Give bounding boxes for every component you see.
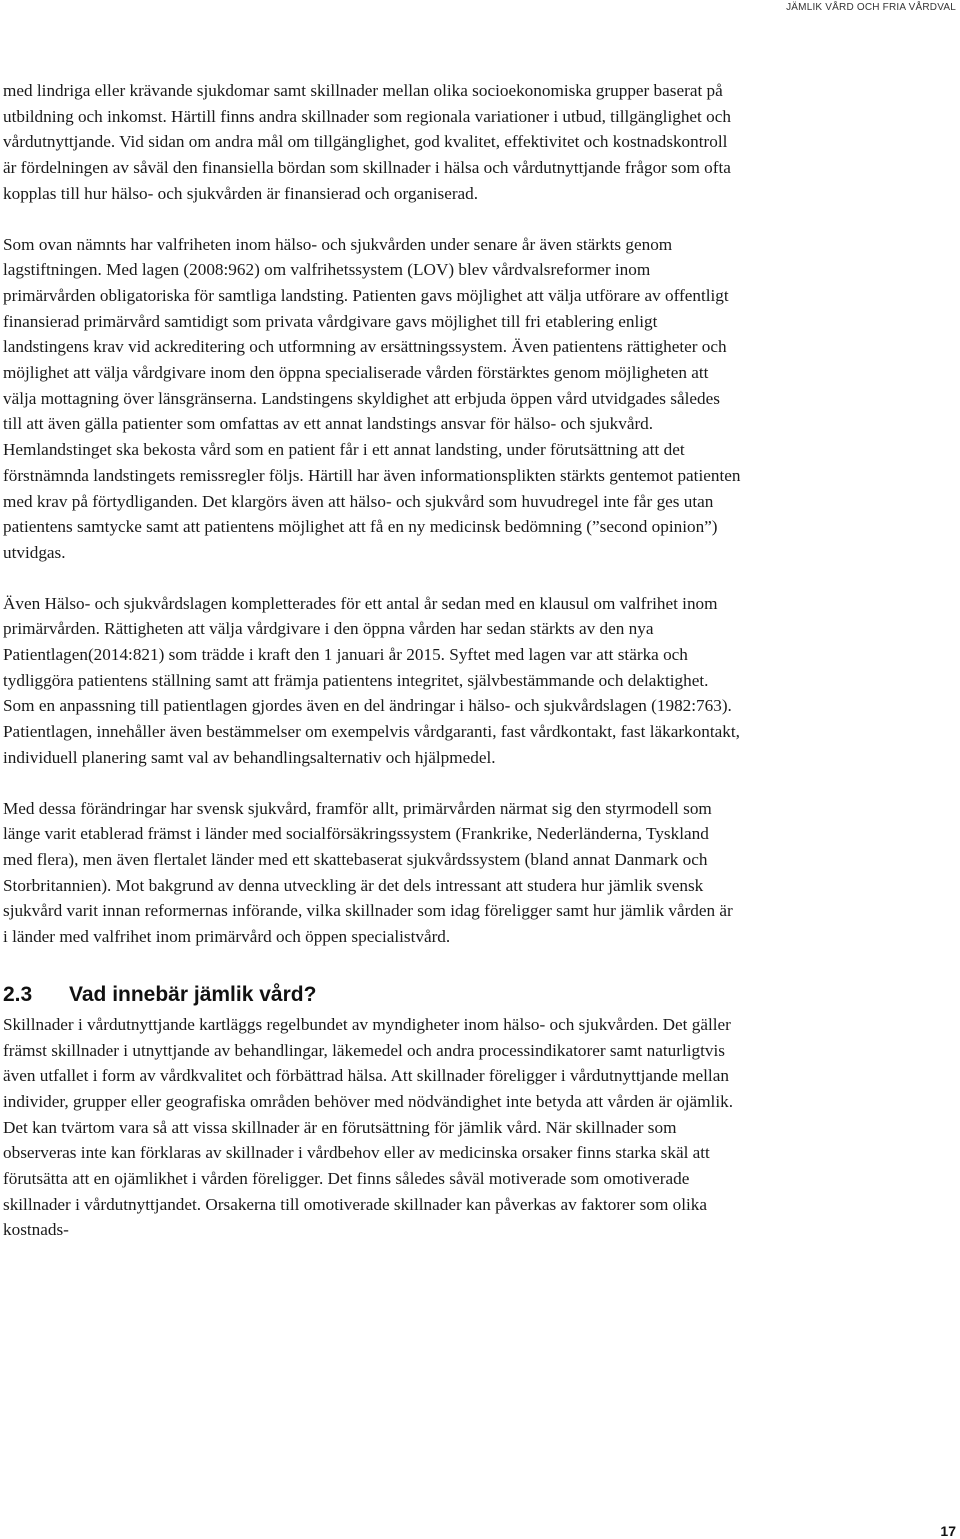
body-paragraph-1: med lindriga eller krävande sjukdomar samt skillnader mellan olika socioekonomiska grupper baserat på utbildning och inkomst. Härtill finns andra skillnader som regionala variationer i utbud, tillgänglighet och vårdutnyttjande. Vid sidan om andra mål om tillgänglighet, god kvalitet, effektivitet och kostnadskontroll är fördelningen av såväl den finansiella bördan som skillnader i hälsa och vårdutnyttjande frågor som ofta kopplas till hur hälso- och sjukvården är finansierad och organiserad. bbox=[3, 81, 731, 203]
body-paragraph-3: Även Hälso- och sjukvårdslagen kompletterades för ett antal år sedan med en klausul om valfrihet inom primärvården. Rättigheten att välja vårdgivare i den öppna vården har sedan stärkts av den nya Patientlagen(2014:821) som trädde i kraft den 1 januari år 2015. Syftet med lagen var att stärka och tydliggöra patientens ställning samt att främja patientens integritet, självbestämmande och delaktighet. Som en anpassning till patientlagen gjordes även en del ändringar i hälso- och sjukvårdslagen (1982:763). Patientlagen, innehåller även bestämmelser om exempelvis vårdgaranti, fast vårdkontakt, fast läkarkontakt, individuell planering samt val av behandlingsalternativ och hjälpmedel. bbox=[3, 593, 740, 767]
section-paragraph-1: Skillnader i vårdutnyttjande kartläggs regelbundet av myndigheter inom hälso- och sjukvården. Det gäller främst skillnader i utnyttjande av behandlingar, läkemedel och andra processindikatorer samt naturligtvis även utfallet i form av vårdkvalitet och förbättrad hälsa. Att skillnader föreligger i vårdutnyttjande mellan individer, grupper eller geografiska områden behöver med nödvändighet inte betyda att vården är ojämlik. Det kan tvärtom vara så att vissa skillnader är en förutsättning för jämlik vård. När skillnader som observeras inte kan förklaras av skillnader i vårdbehov eller av medicinska orsaker finns starka skäl att förutsätta att en ojämlikhet i vården föreligger. Det finns således såväl motiverade som omotiverade skillnader i vårdutnyttjandet. Orsakerna till omotiverade skillnader kan påverkas av faktorer som olika kostnads- bbox=[3, 1014, 733, 1240]
body-paragraph-4: Med dessa förändringar har svensk sjukvård, framför allt, primärvården närmat sig den styrmodell som länge varit etablerad främst i länder med socialförsäkringssystem (Frankrike, Nederländerna, Tyskland med flera), men även flertalet länder med ett skattebaserat sjukvårdssystem (bland annat Danmark och Storbritannien). Mot bakgrund av denna utveckling är det dels intressant att studera hur jämlik svensk sjukvård varit innan reformernas införande, vilka skillnader som idag föreligger samt hur jämlik vården är i länder med valfrihet inom primärvård och öppen specialistvård. bbox=[3, 798, 733, 947]
section-heading bbox=[3, 982, 741, 1008]
body-paragraph-2: Som ovan nämnts har valfriheten inom hälso- och sjukvården under senare år även stärkts genom lagstiftningen. Med lagen (2008:962) om valfrihetssystem (LOV) blev vårdvalsreformer inom primärvården obligatoriska för samtliga landsting. Patienten gavs möjlighet att välja utförare av offentligt finansierad primärvård samtidigt som privata vårdgivare gavs möjlighet till fri etablering enligt landstingens krav vid ackreditering och utformning av ersättningssystem. Även patientens rättigheter och möjlighet att välja vårdgivare inom den öppna specialiserade vården förstärktes genom möjligheten att välja mottagning över länsgränserna. Landstingens skyldighet att erbjuda öppen vård utvidgades således till att även gälla patienter som omfattas av ett annat landstings ansvar för hälso- och sjukvård. Hemlandstinget ska bekosta vård som en patient får i ett annat landsting, under förutsättning att det förstnämnda landstingets remissregler följs. Härtill har även informationsplikten stärkts gentemot patienten med krav på förtydliganden. Det klargörs även att hälso- och sjukvård som huvudregel inte får ges utan patientens samtycke samt att patientens möjlighet att få en ny medicinsk bedömning (”second opinion”) utvidgas. bbox=[3, 234, 741, 562]
page-number: 17 bbox=[940, 1523, 956, 1539]
section-title: Vad innebär jämlik vård? bbox=[69, 982, 317, 1006]
running-header: JÄMLIK VÅRD OCH FRIA VÅRDVAL bbox=[786, 2, 956, 13]
document-body bbox=[3, 78, 741, 1243]
section-number: 2.3 bbox=[3, 982, 33, 1006]
